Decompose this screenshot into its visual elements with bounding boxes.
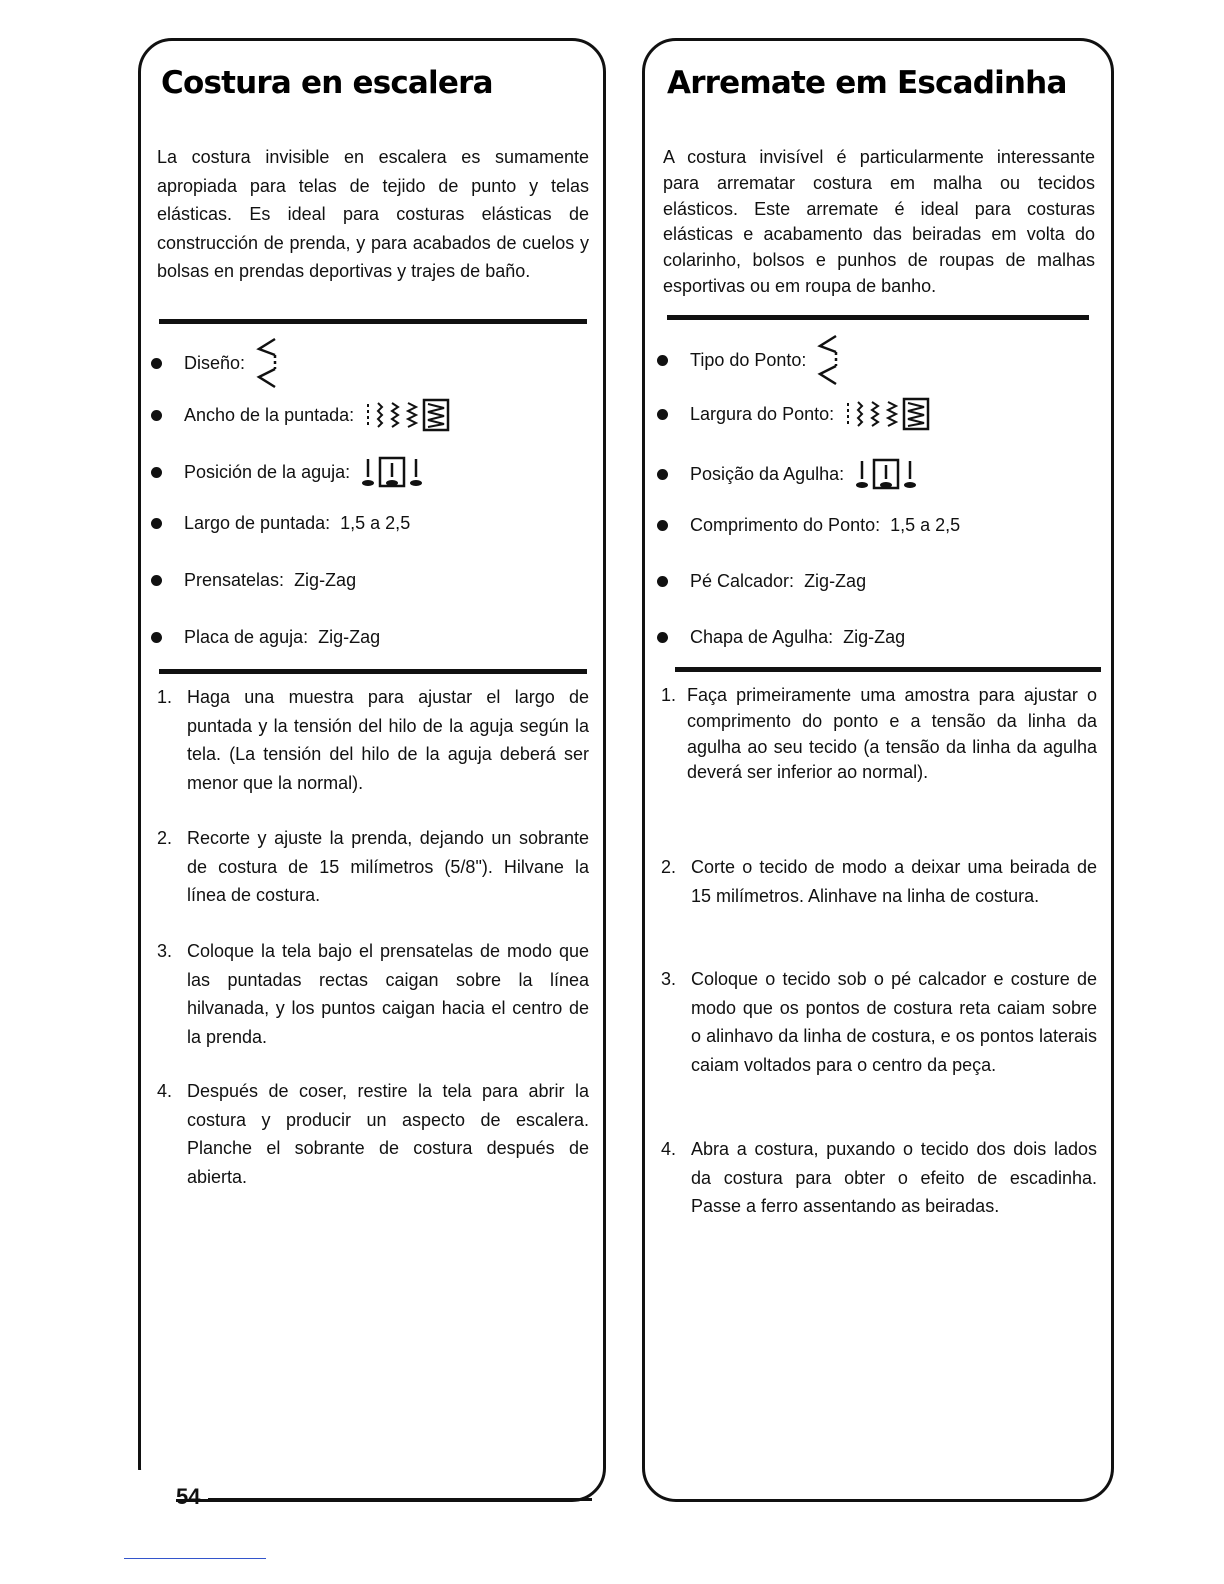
spec-label: Diseño:	[184, 352, 246, 373]
spec-item-design	[657, 334, 840, 386]
page-corner-gap	[136, 1470, 176, 1510]
spec-label: Posición de la aguja:	[184, 461, 351, 482]
spec-label: Largo de puntada:	[184, 513, 331, 533]
step-number: 3.	[661, 969, 677, 989]
spec-label: Largura do Ponto:	[690, 403, 835, 424]
spec-item-needle-plate	[657, 627, 905, 648]
spec-value: Zig-Zag	[318, 627, 381, 647]
divider	[667, 315, 1089, 320]
spec-item-stitch-length	[151, 513, 410, 534]
step-item	[157, 824, 589, 910]
spec-value: 1,5 a 2,5	[890, 515, 961, 535]
step-number: 2.	[157, 828, 173, 848]
spec-item-needle-plate	[151, 627, 380, 648]
bullet-icon	[657, 520, 668, 531]
section-title: Costura en escalera	[161, 65, 493, 101]
blind-stitch-pattern-icon	[255, 337, 279, 389]
stitch-width-selector-icon	[844, 397, 934, 431]
step-number: 4.	[157, 1081, 173, 1101]
step-text: Abra a costura, puxando o tecido dos dois lados da costura para obter o efeito de escadinha. Passe a ferro assentando as beiradas.	[691, 1139, 1097, 1216]
bullet-icon	[151, 632, 162, 643]
divider	[675, 667, 1101, 672]
spec-item-needle-position	[657, 457, 920, 491]
bullet-icon	[151, 575, 162, 586]
step-number: 1.	[157, 687, 173, 707]
spec-label: Ancho de la puntada:	[184, 404, 355, 425]
spec-label: Tipo do Ponto:	[690, 349, 807, 370]
bullet-icon	[151, 467, 162, 478]
bullet-icon	[151, 518, 162, 529]
spec-item-presser-foot	[657, 571, 866, 592]
spec-item-stitch-width	[657, 397, 934, 431]
step-item	[157, 937, 589, 1051]
bullet-icon	[657, 469, 668, 480]
step-text: Haga una muestra para ajustar el largo de puntada y la tensión del hilo de la aguja según la tela. (La tensión del hilo de la aguja deberá ser menor que la normal).	[187, 687, 589, 793]
step-item	[661, 965, 1097, 1079]
stitch-width-selector-icon	[364, 398, 454, 432]
spec-value: Zig-Zag	[804, 571, 867, 591]
bullet-icon	[657, 409, 668, 420]
step-text: Coloque o tecido sob o pé calcador e costure de modo que os pontos de costura reta caiam sobre o alinhavo da linha de costura, e os pontos laterais caiam voltados para o centro da peça.	[691, 969, 1097, 1075]
needle-position-icon	[360, 455, 426, 489]
step-text: Faça primeiramente uma amostra para ajustar o comprimento do ponto e a tensão da linha da agulha ao seu tecido (a tensão da linha da agulha deverá ser inferior ao normal).	[687, 685, 1097, 783]
bullet-icon	[151, 410, 162, 421]
panel-spanish	[138, 38, 606, 1502]
spec-label: Pé Calcador:	[690, 571, 795, 591]
spec-label: Posição da Agulha:	[690, 463, 845, 484]
section-title: Arremate em Escadinha	[667, 65, 1067, 101]
step-text: Recorte y ajuste la prenda, dejando un sobrante de costura de 15 milímetros (5/8"). Hilvane la línea de costura.	[187, 828, 589, 905]
blind-stitch-pattern-icon	[816, 334, 840, 386]
step-number: 1.	[661, 685, 677, 705]
spec-item-needle-position	[151, 455, 426, 489]
bullet-icon	[151, 358, 162, 369]
needle-position-icon	[854, 457, 920, 491]
step-text: Corte o tecido de modo a deixar uma beirada de 15 milímetros. Alinhave na linha de costura.	[691, 857, 1097, 906]
spec-value: Zig-Zag	[294, 570, 357, 590]
spec-item-presser-foot	[151, 570, 356, 591]
bottom-rule	[124, 1558, 266, 1559]
spec-item-stitch-width	[151, 398, 454, 432]
spec-item-design	[151, 337, 279, 389]
spec-label: Chapa de Agulha:	[690, 627, 834, 647]
page-number: 54	[176, 1484, 201, 1509]
bullet-icon	[657, 632, 668, 643]
step-number: 2.	[661, 857, 677, 877]
step-item	[661, 853, 1097, 910]
footer-rule	[208, 1498, 592, 1501]
intro-paragraph: A costura invisível é particularmente interessante para arrematar costura em malha ou tecidos elásticos. Este arremate é ideal para costuras elásticas e acabamento das beiradas em volta do colarinho, bolsos e punhos de roupas de malhas esportivas ou em roupa de banho.	[663, 147, 1095, 296]
spec-label: Comprimento do Ponto:	[690, 515, 881, 535]
bullet-icon	[657, 576, 668, 587]
step-item	[157, 1077, 589, 1191]
step-number: 3.	[157, 941, 173, 961]
panel-portuguese	[642, 38, 1114, 1502]
spec-label: Placa de aguja:	[184, 627, 309, 647]
spec-label: Prensatelas:	[184, 570, 285, 590]
step-text: Coloque la tela bajo el prensatelas de modo que las puntadas rectas caigan sobre la línea hilvanada, y los puntos caigan hacia el centro de la prenda.	[187, 941, 589, 1047]
intro-paragraph: La costura invisible en escalera es sumamente apropiada para telas de tejido de punto y telas elásticas. Es ideal para costuras elásticas de construcción de prenda, y para acabados de cuelos y bolsas en prendas deportivas y trajes de baño.	[157, 147, 589, 281]
spec-value: Zig-Zag	[843, 627, 906, 647]
bullet-icon	[657, 355, 668, 366]
divider	[159, 319, 587, 324]
step-item	[661, 683, 1097, 786]
step-item	[157, 683, 589, 797]
spec-value: 1,5 a 2,5	[340, 513, 411, 533]
divider	[159, 669, 587, 674]
step-text: Después de coser, restire la tela para abrir la costura y producir un aspecto de escalera. Planche el sobrante de costura después de abierta.	[187, 1081, 589, 1187]
step-item	[661, 1135, 1097, 1221]
spec-item-stitch-length	[657, 515, 960, 536]
step-number: 4.	[661, 1139, 677, 1159]
